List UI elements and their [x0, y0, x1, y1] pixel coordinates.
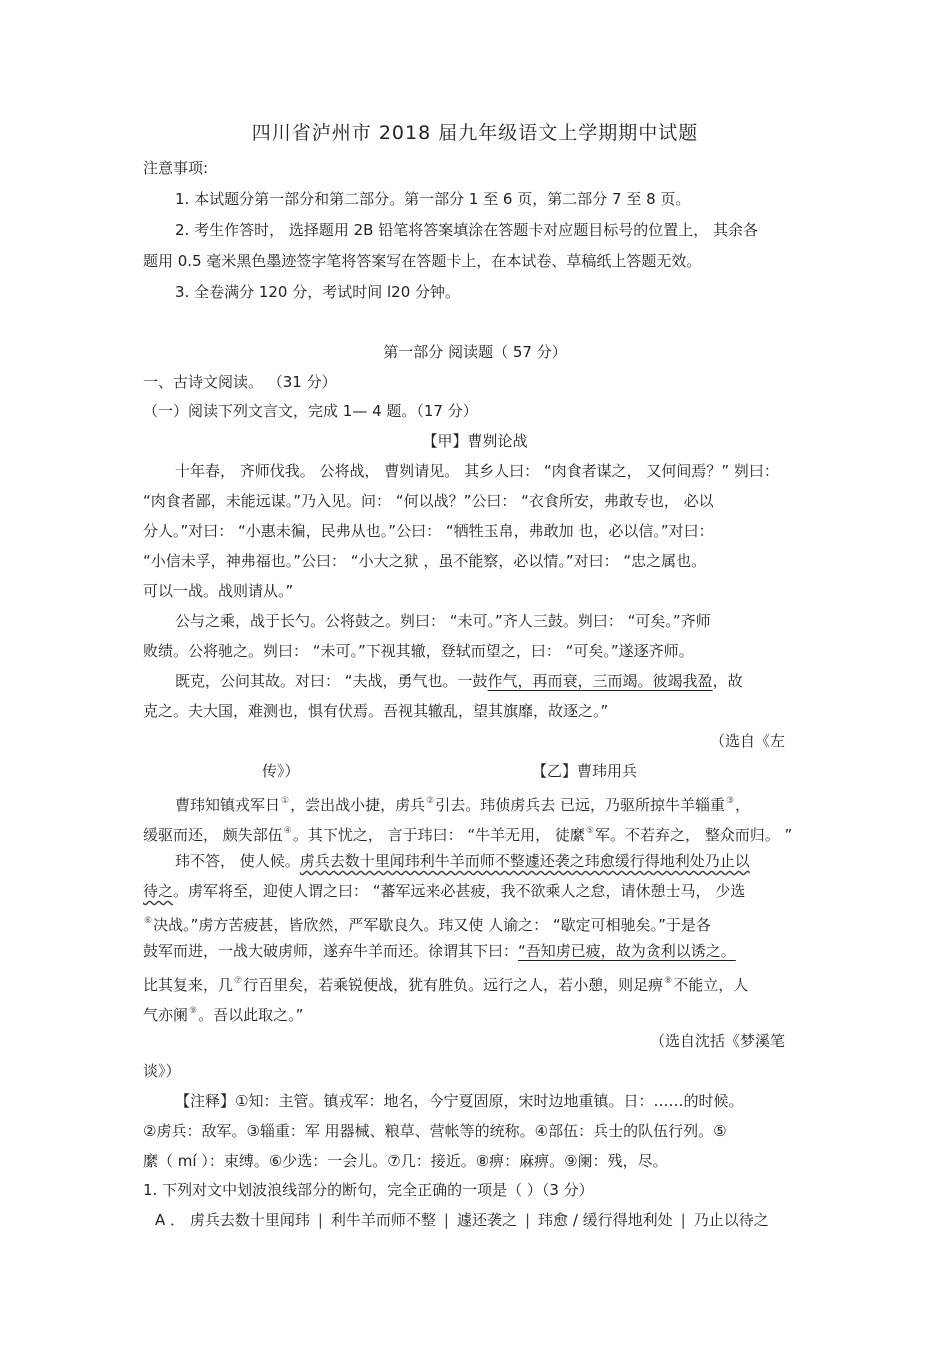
notice-item-2-line-1: 2. 考生作答时， 选择题用 2B 铅笔将答案填涂在答题卡对应题目标号的位置上， 其余各 — [175, 221, 758, 239]
yi-line-1-text-c: 引去。玮侦虏兵去 已远，乃驱所掠牛羊辎重 — [435, 796, 725, 814]
jia-line-2: “肉食者鄙，未能远谋。”乃入见。问： “何以战？”公曰： “衣食所安，弗敢专也， 必以 — [143, 492, 714, 510]
subsection-1-heading: （一）阅读下列文言文，完成 1— 4 题。（17 分） — [143, 402, 478, 420]
note-marker-8: ⑧ — [664, 976, 673, 986]
notice-item-3: 3. 全卷满分 120 分，考试时间 l20 分钟。 — [175, 283, 461, 301]
yi-line-8 — [143, 1001, 303, 1025]
notice-item-2-line-2: 题用 0.5 毫米黑色墨迹签字笔将答案写在答题卡上，在本试卷、草稿纸上答题无效。 — [143, 252, 702, 270]
notice-heading: 注意事项: — [143, 159, 209, 177]
yi-line-5-text: 决战。”虏方苦疲甚，皆欣然，严军歇良久。玮又使 人谕之： “歇定可相驰矣。”于是各 — [153, 916, 711, 934]
section-1-heading: 一、古诗文阅读。 （31 分） — [143, 373, 337, 391]
note-marker-6: ⑥ — [144, 916, 153, 926]
separator-bar: | — [317, 1211, 323, 1229]
yi-line-6-text: 鼓军而进，一战大破虏师，遂弃牛羊而还。徐谓其下曰： — [143, 942, 519, 960]
page-title: 四川省泸州市 2018 届九年级语文上学期期中试题 — [251, 122, 699, 144]
jia-line-3: 分人。”对曰： “小惠未徧，民弗从也。”公曰： “牺牲玉帛，弗敢加 也，必以信。”对曰： — [143, 522, 714, 540]
passage-yi-title: 【乙】曹玮用兵 — [532, 762, 638, 780]
yi-line-1 — [175, 791, 750, 815]
jia-line-1: 十年春， 齐师伐我。 公将战， 曹刿请见。 其乡人曰： “肉食者谋之， 又何间焉？” 刿曰： — [175, 462, 779, 480]
note-marker-2: ② — [426, 796, 435, 806]
yi-line-1-text-b: ，尝出战小捷，虏兵 — [290, 796, 426, 814]
jia-line-8 — [175, 671, 743, 691]
yi-line-4 — [143, 881, 745, 901]
yi-line-3 — [175, 851, 750, 871]
option-a-segment: 利牛羊而师不整 — [330, 1211, 436, 1229]
jia-line-5: 可以一战。战则请从。” — [143, 582, 294, 600]
jia-line-8-end: ，故 — [712, 672, 743, 690]
yi-line-2-text-c: 军。不若弃之， 整众而归。 ” — [595, 826, 793, 844]
yi-line-5 — [143, 911, 711, 935]
notes-line-2: ②虏兵：敌军。③辎重：军 用器械、粮草、营帐等的统称。④部伍：兵士的队伍行列。⑤ — [143, 1122, 727, 1140]
yi-line-4-text: 。虏军将至，迎使人谓之曰： “蕃军远来必甚疲，我不欲乘人之怠，请休憩士马， 少选 — [173, 882, 746, 900]
notice-item-1: 1. 本试题分第一部分和第二部分。第一部分 1 至 6 页，第二部分 7 至 8 页。 — [175, 190, 691, 208]
yi-line-8-text-b: 。吾以此取之。” — [198, 1006, 304, 1024]
note-marker-9: ⑨ — [189, 1006, 198, 1016]
yi-line-7 — [143, 971, 748, 995]
notes-line-3: 縻（ mí ）：束缚。⑥少选：一会儿。⑦几：接近。⑧痹：麻痹。⑨阑：残，尽。 — [143, 1152, 668, 1170]
part1-heading: 第一部分 阅读题（ 57 分） — [383, 343, 567, 361]
note-marker-4: ④ — [283, 826, 292, 836]
yi-line-6 — [143, 941, 736, 961]
yi-line-2 — [143, 821, 792, 845]
yi-line-1-text-a: 曹玮知镇戎军日 — [175, 796, 281, 814]
yi-line-2-text-a: 缓驱而还， 颇失部伍 — [143, 826, 283, 844]
question-1-stem: 1. 下列对文中划波浪线部分的断句，完全正确的一项是（ ）（3 分） — [143, 1181, 594, 1199]
notes-line-1: 【注释】①知：主管。镇戎军：地名，今宁夏固原，宋时边地重镇。日：……的时候。 — [175, 1092, 744, 1110]
separator-bar: | — [443, 1211, 449, 1229]
yi-line-7-text-c: 不能立，人 — [673, 976, 749, 994]
yi-source-b: 谈》） — [143, 1062, 181, 1080]
yi-line-8-text-a: 气亦阑 — [143, 1006, 189, 1024]
passage-jia-title: 【甲】曹刿论战 — [422, 432, 528, 450]
option-a-label: A ． — [155, 1211, 186, 1229]
separator-bar: | — [524, 1211, 531, 1229]
jia-line-8-start: 既克，公问其故。对曰： “夫战，勇气也。一鼓 — [175, 672, 488, 690]
note-marker-7: ⑦ — [234, 976, 243, 986]
option-a-segment: 乃止以待之 — [693, 1211, 769, 1229]
option-a-segment: 玮愈 / 缓行得地利处 — [538, 1211, 673, 1229]
yi-line-2-text-b: 。其下忧之， 言于玮曰： “牛羊无用， 徒縻 — [292, 826, 585, 844]
jia-line-6: 公与之乘，战于长勺。公将鼓之。刿曰： “未可。”齐人三鼓。刿曰： “可矣。”齐师 — [175, 612, 711, 630]
yi-line-3-text-a: 玮不答， 使人候。 — [175, 852, 300, 870]
separator-bar: | — [680, 1211, 686, 1229]
yi-source-a: （选自沈括《梦溪笔 — [649, 1032, 785, 1050]
yi-line-7-text-b: 行百里矣，若乘锐便战，犹有胜负。远行之人，若小憩，则足痹 — [243, 976, 664, 994]
yi-line-7-text-a: 比其复来，几 — [143, 976, 234, 994]
yi-line-6-underlined: “吾知虏已疲，故为贪利以诱之。 — [518, 942, 736, 960]
jia-source-b: 传》） — [262, 762, 300, 780]
yi-line-3-wavy-text: 虏兵去数十里闻玮利牛羊而师不整遽还袭之玮愈缓行得地利处乃止以 — [299, 852, 750, 870]
jia-line-8-underlined: 作气，再而衰，三而竭。彼竭我盈 — [487, 672, 713, 690]
option-a-segment: 虏兵去数十里闻玮 — [189, 1211, 310, 1229]
note-marker-3: ③ — [725, 796, 735, 806]
note-marker-5: ⑤ — [585, 826, 595, 836]
jia-source-a: （选自《左 — [709, 732, 785, 750]
option-a-segment: 遽还袭之 — [456, 1211, 517, 1229]
yi-line-4-wavy-text: 待之 — [143, 882, 174, 900]
jia-line-9: 克之。夫大国，难测也，惧有伏焉。吾视其辙乱，望其旗靡，故逐之。” — [143, 702, 609, 720]
jia-line-7: 败绩。公将驰之。刿曰： “未可。”下视其辙，登轼而望之，曰： “可矣。”遂逐齐师。 — [143, 642, 694, 660]
note-marker-1: ① — [281, 796, 290, 806]
jia-line-4: “小信未孚，神弗福也。”公曰： “小大之狱 ，虽不能察，必以情。”对曰： “忠之属也。 — [143, 552, 707, 570]
yi-line-1-text-d: ， — [735, 796, 751, 814]
question-1-option-a[interactable] — [155, 1210, 769, 1230]
